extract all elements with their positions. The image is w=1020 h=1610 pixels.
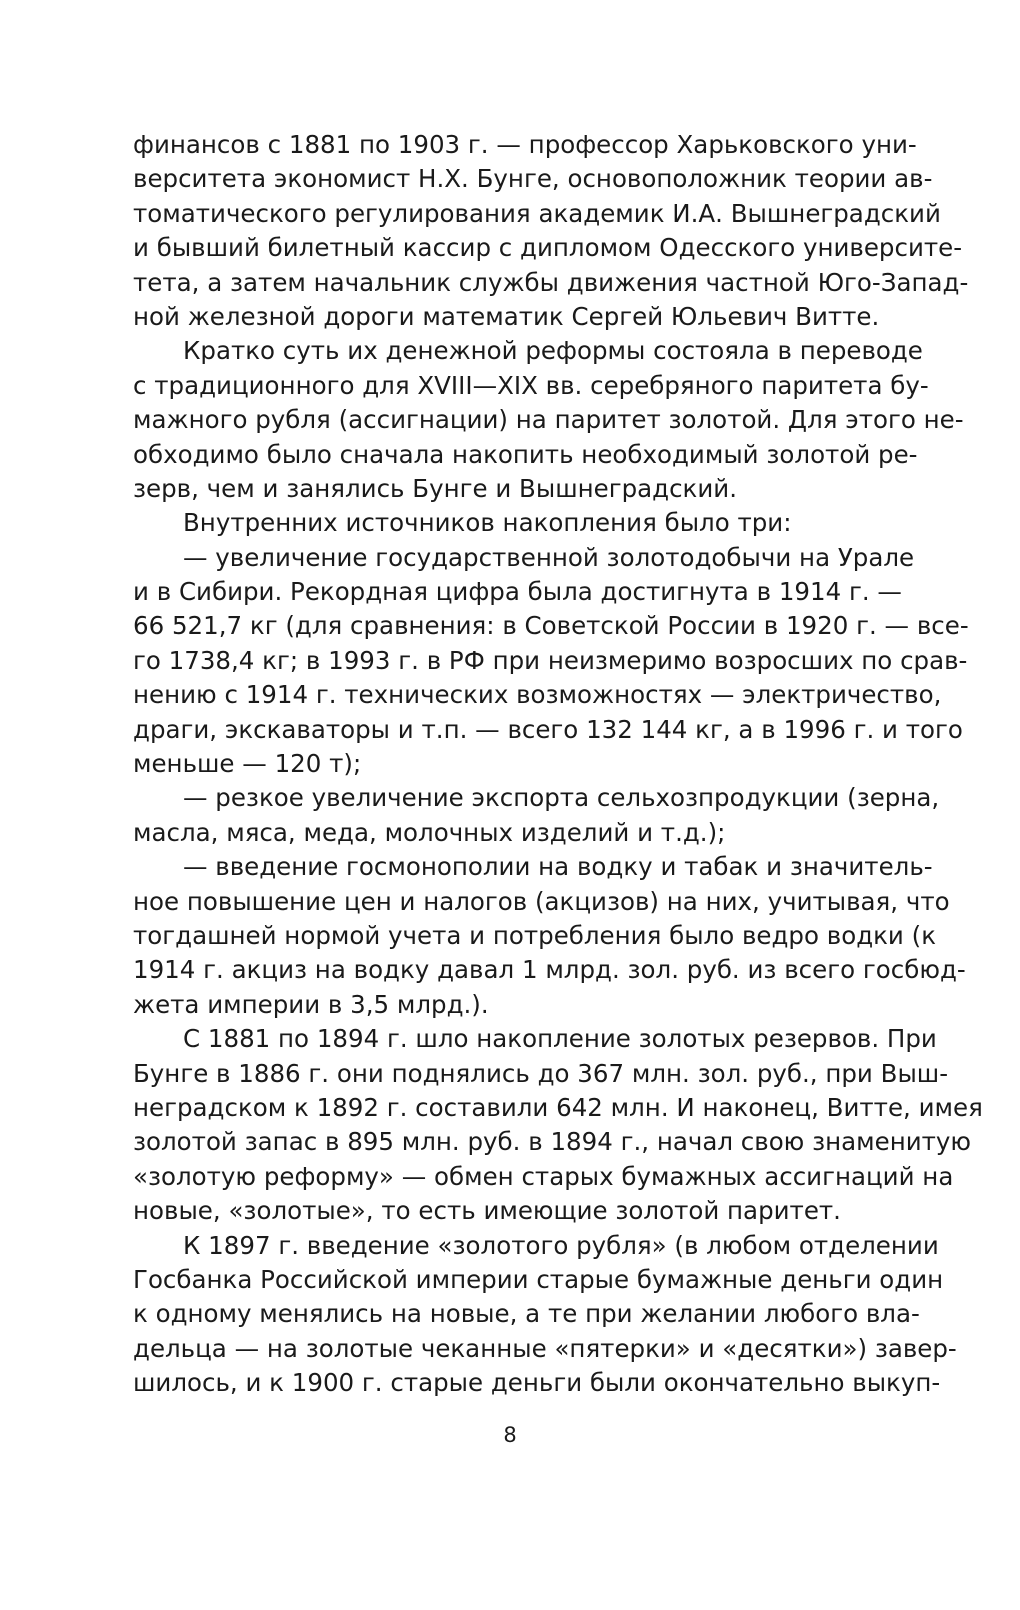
text-line: дельца — на золотые чеканные «пятерки» и «десятки») завер- [133,1333,957,1363]
text-line: — резкое увеличение экспорта сельхозпродукции (зерна, [183,783,940,813]
text-line: 66 521,7 кг (для сравнения: в Советской России в 1920 г. — все- [133,611,969,641]
text-line: обходимо было сначала накопить необходимый золотой ре- [133,439,918,469]
text-line: и в Сибири. Рекордная цифра была достигнута в 1914 г. — [133,577,902,607]
text-line: и бывший билетный кассир с дипломом Одесского университе- [133,233,963,263]
text-line: Бунге в 1886 г. они поднялись до 367 млн. зол. руб., при Выш- [133,1058,949,1088]
text-line: Кратко суть их денежной реформы состояла в переводе [183,336,923,366]
text-line: Госбанка Российской империи старые бумажные деньги один [133,1264,944,1294]
text-line: золотой запас в 895 млн. руб. в 1894 г., начал свою знаменитую [133,1127,972,1157]
text-line: зерв, чем и занялись Бунге и Вышнеградский. [133,473,737,503]
text-line: тогдашней нормой учета и потребления было ведро водки (к [133,920,936,950]
text-line: ной железной дороги математик Сергей Юльевич Витте. [133,301,880,331]
text-line: томатического регулирования академик И.А. Вышнеградский [133,198,941,228]
text-line: драги, экскаваторы и т.п. — всего 132 144 кг, а в 1996 г. и того [133,714,963,744]
text-line: с традиционного для XVIII—XIX вв. серебряного паритета бу- [133,370,929,400]
text-line: новые, «золотые», то есть имеющие золотой паритет. [133,1196,841,1226]
text-line: Внутренних источников накопления было три: [183,508,792,538]
text-line: неградском к 1892 г. составили 642 млн. И наконец, Витте, имея [133,1092,983,1122]
text-line: 1914 г. акциз на водку давал 1 млрд. зол. руб. из всего госбюд- [133,955,966,985]
text-line: К 1897 г. введение «золотого рубля» (в любом отделении [183,1230,939,1260]
text-line: — увеличение государственной золотодобычи на Урале [183,542,915,572]
page-number: 8 [503,1423,517,1447]
text-line: ное повышение цен и налогов (акцизов) на них, учитывая, что [133,886,950,916]
text-line: финансов с 1881 по 1903 г. — профессор Харьковского уни- [133,130,917,159]
text-line: верситета экономист Н.Х. Бунге, основоположник теории ав- [133,164,933,194]
text-line: мажного рубля (ассигнации) на паритет золотой. Для этого не- [133,405,964,435]
text-line: «золотую реформу» — обмен старых бумажных ассигнаций на [133,1161,954,1191]
body-text [133,128,983,1400]
text-line: масла, мяса, меда, молочных изделий и т.д.); [133,817,726,847]
text-line: С 1881 по 1894 г. шло накопление золотых резервов. При [183,1024,937,1054]
text-line: нению с 1914 г. технических возможностях — электричество, [133,680,942,710]
text-line: тета, а затем начальник службы движения частной Юго-Запад- [133,267,969,297]
text-line: жета империи в 3,5 млрд.). [133,989,489,1019]
text-line: меньше — 120 т); [133,749,362,779]
text-line: го 1738,4 кг; в 1993 г. в РФ при неизмеримо возросших по срав- [133,645,968,675]
text-line: шилось, и к 1900 г. старые деньги были окончательно выкуп- [133,1368,941,1398]
text-line: — введение госмонополии на водку и табак и значитель- [183,852,933,882]
text-line: к одному менялись на новые, а те при желании любого вла- [133,1299,920,1329]
